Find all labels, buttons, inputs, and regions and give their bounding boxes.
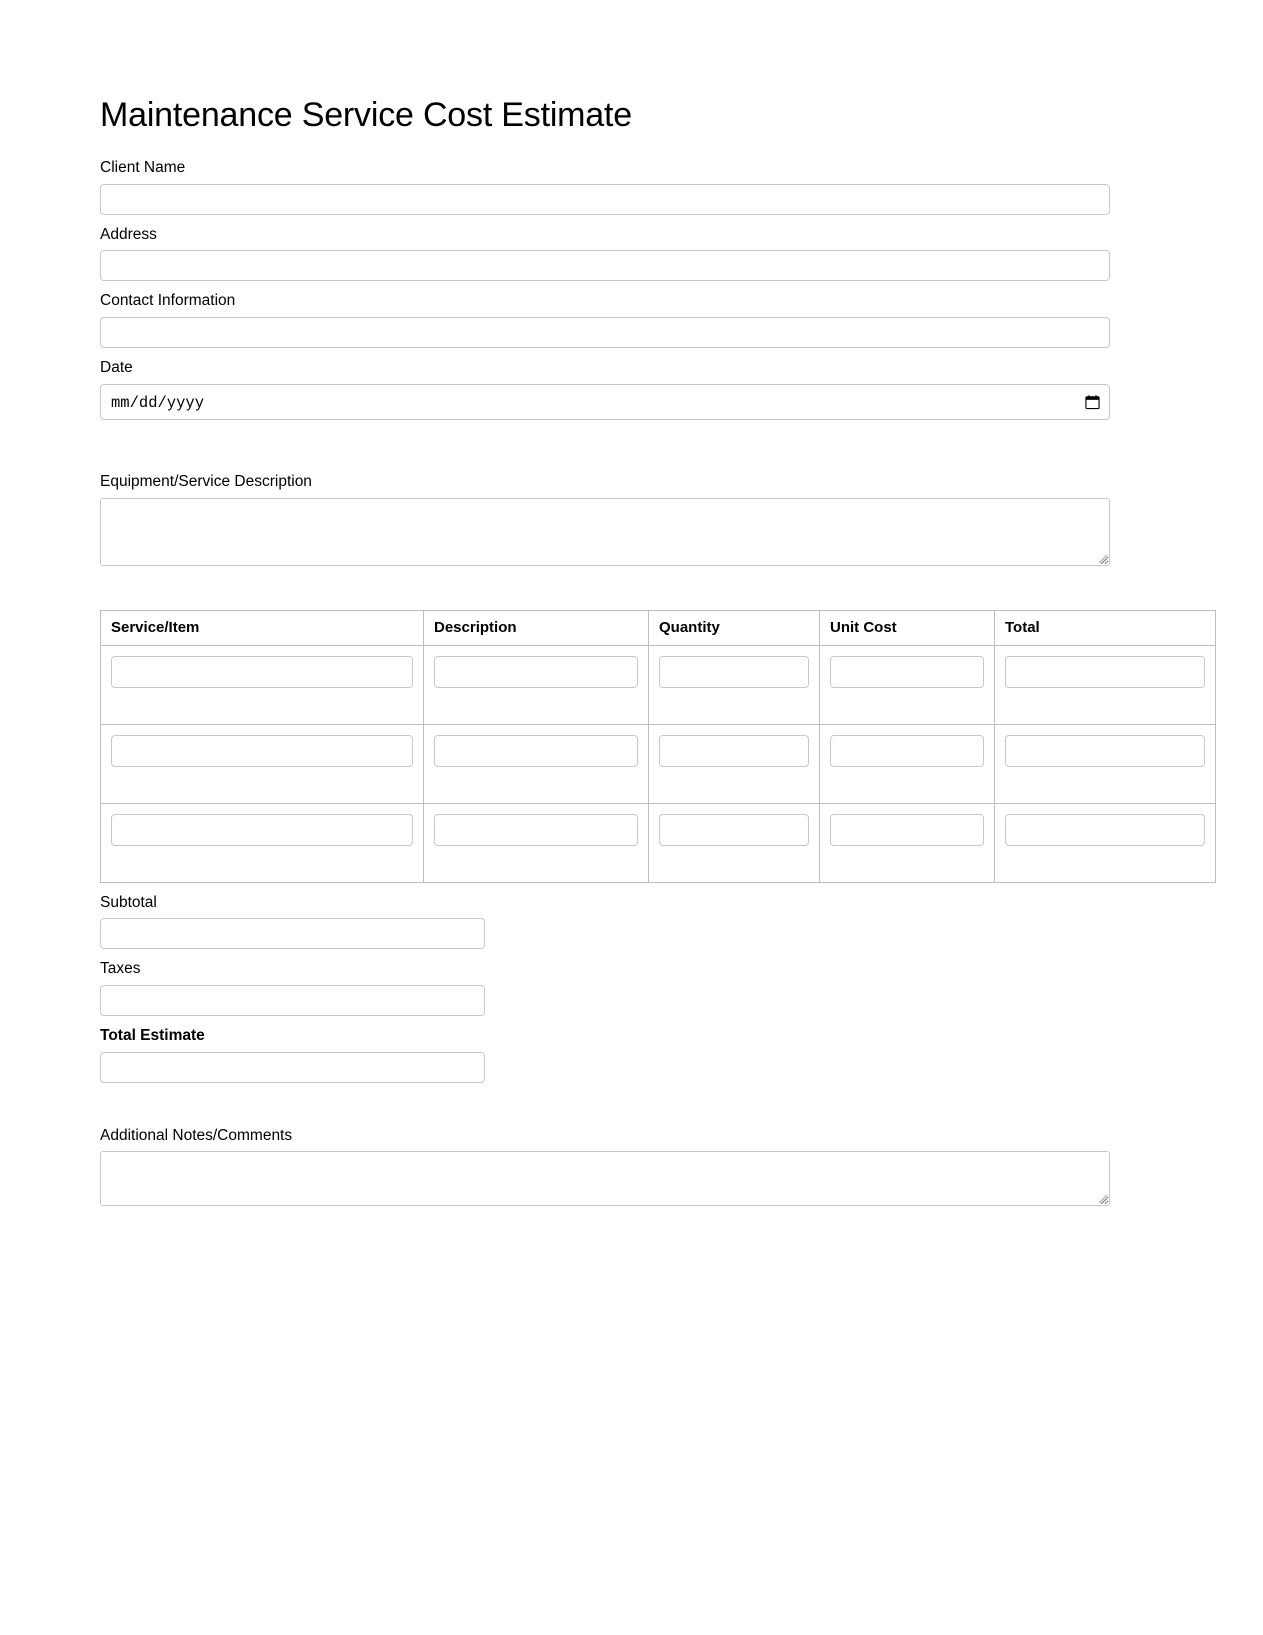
additional-notes-label: Additional Notes/Comments xyxy=(100,1126,293,1144)
field-contact-information xyxy=(100,290,1113,348)
cell-total xyxy=(995,724,1216,803)
row-1-quantity-input[interactable] xyxy=(659,735,809,767)
total-estimate-label: Total Estimate xyxy=(100,1026,205,1044)
cell-unit-cost xyxy=(820,803,995,882)
date-input[interactable] xyxy=(100,384,1110,420)
field-total-estimate xyxy=(100,1025,1113,1083)
cell-quantity xyxy=(649,803,820,882)
row-2-total-input[interactable] xyxy=(1005,814,1205,846)
table-header-row xyxy=(101,610,1216,645)
calendar-icon[interactable] xyxy=(1085,394,1100,409)
table-row xyxy=(101,803,1216,882)
taxes-label: Taxes xyxy=(100,960,141,978)
date-placeholder-text: mm/dd/yyyy xyxy=(111,393,205,412)
row-1-service-input[interactable] xyxy=(111,735,413,767)
client-name-input[interactable] xyxy=(100,184,1110,215)
field-taxes xyxy=(100,958,1113,1016)
row-0-service-input[interactable] xyxy=(111,656,413,688)
row-1-unit-cost-input[interactable] xyxy=(830,735,984,767)
cell-quantity xyxy=(649,724,820,803)
contact-information-input[interactable] xyxy=(100,317,1110,348)
cell-description xyxy=(424,645,649,724)
taxes-input[interactable] xyxy=(100,985,485,1016)
cell-description xyxy=(424,724,649,803)
cell-total xyxy=(995,645,1216,724)
row-2-description-input[interactable] xyxy=(434,814,638,846)
table-row xyxy=(101,724,1216,803)
row-2-service-input[interactable] xyxy=(111,814,413,846)
field-equipment-description xyxy=(100,471,1113,566)
row-0-quantity-input[interactable] xyxy=(659,656,809,688)
items-table-head xyxy=(101,610,1216,645)
client-name-label: Client Name xyxy=(100,159,186,177)
field-additional-notes xyxy=(100,1125,1113,1207)
cell-total xyxy=(995,803,1216,882)
field-client-name xyxy=(100,157,1113,215)
date-input-wrapper xyxy=(100,384,1110,420)
subtotal-input[interactable] xyxy=(100,918,485,949)
cell-service xyxy=(101,645,424,724)
subtotal-label: Subtotal xyxy=(100,893,157,911)
additional-notes-wrapper xyxy=(100,1151,1110,1206)
total-estimate-input[interactable] xyxy=(100,1052,485,1083)
page-title: Maintenance Service Cost Estimate xyxy=(100,96,632,134)
row-2-quantity-input[interactable] xyxy=(659,814,809,846)
row-0-total-input[interactable] xyxy=(1005,656,1205,688)
additional-notes-textarea[interactable] xyxy=(100,1151,1110,1206)
totals-section xyxy=(100,892,1113,1083)
row-1-total-input[interactable] xyxy=(1005,735,1205,767)
items-table-body xyxy=(101,645,1216,882)
field-subtotal xyxy=(100,892,1113,950)
cell-unit-cost xyxy=(820,724,995,803)
cell-description xyxy=(424,803,649,882)
row-0-description-input[interactable] xyxy=(434,656,638,688)
equipment-description-wrapper xyxy=(100,498,1110,566)
equipment-description-label: Equipment/Service Description xyxy=(100,472,312,490)
column-header-total: Total xyxy=(995,610,1216,645)
column-header-description: Description xyxy=(424,610,649,645)
cell-unit-cost xyxy=(820,645,995,724)
field-address xyxy=(100,224,1113,282)
table-row xyxy=(101,645,1216,724)
row-0-unit-cost-input[interactable] xyxy=(830,656,984,688)
row-1-description-input[interactable] xyxy=(434,735,638,767)
address-input[interactable] xyxy=(100,250,1110,281)
column-header-unit-cost: Unit Cost xyxy=(820,610,995,645)
column-header-quantity: Quantity xyxy=(649,610,820,645)
contact-information-label: Contact Information xyxy=(100,292,236,310)
address-label: Address xyxy=(100,225,157,243)
field-date xyxy=(100,357,1113,420)
cell-quantity xyxy=(649,645,820,724)
date-label: Date xyxy=(100,359,133,377)
row-2-unit-cost-input[interactable] xyxy=(830,814,984,846)
column-header-service: Service/Item xyxy=(101,610,424,645)
cell-service xyxy=(101,724,424,803)
items-table xyxy=(100,610,1216,883)
equipment-description-textarea[interactable] xyxy=(100,498,1110,566)
cell-service xyxy=(101,803,424,882)
